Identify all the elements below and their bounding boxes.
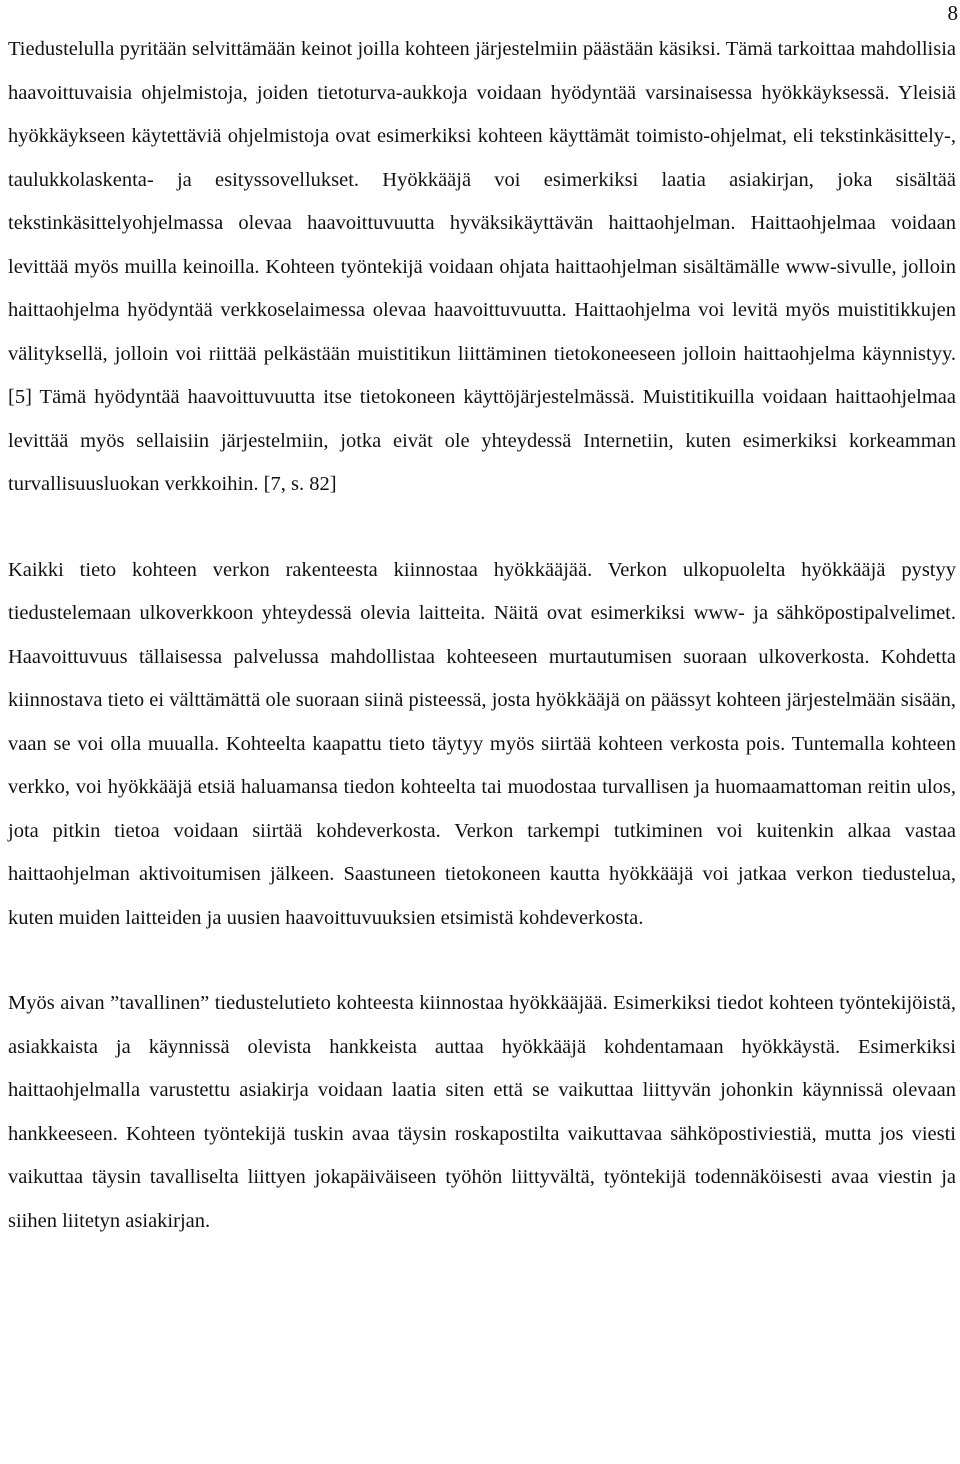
paragraph-reconnaissance-targets: Tiedustelulla pyritään selvittämään keinot joilla kohteen järjestelmiin päästään käsiksi. Tämä tarkoittaa mahdollisia haavoittuvaisia ohjelmistoja, joiden tietoturva-aukkoja voidaan hyödyntää varsinaisessa hyökkäyksessä. Yleisiä hyökkäykseen käytettäviä ohjelmistoja ovat esimerkiksi kohteen käyttämät toimisto-ohjelmat, eli tekstinkäsittely-, taulukkolaskenta- ja esityssovellukset. Hyökkääjä voi esimerkiksi laatia asiakirjan, joka sisältää tekstinkäsittelyohjelmassa olevaa haavoittuvuutta hyväksikäyttävän haittaohjelman. Haittaohjelmaa voidaan levittää myös muilla keinoilla. Kohteen työntekijä voidaan ohjata haittaohjelman sisältämälle www-sivulle, jolloin haittaohjelma hyödyntää verkkoselaimessa olevaa haavoittuvuutta. Haittaohjelma voi levitä myös muistitikkujen välityksellä, jolloin voi riittää pelkästään muistitikun liittäminen tietokoneeseen jolloin haittaohjelma käynnistyy. [5] Tämä hyödyntää haavoittuvuutta itse tietokoneen käyttöjärjestelmässä. Muistitikuilla voidaan haittaohjelmaa levittää myös sellaisiin järjestelmiin, jotka eivät ole yhteydessä Internetiin, kuten esimerkiksi korkeamman turvallisuusluokan verkkoihin. [7, s. 82]	[8, 38, 956, 495]
page-number: 8	[947, 1, 958, 25]
document-body	[8, 28, 956, 1243]
paragraph-network-structure: Kaikki tieto kohteen verkon rakenteesta kiinnostaa hyökkääjää. Verkon ulkopuolelta hyökkääjä pystyy tiedustelemaan ulkoverkkoon yhteydessä olevia laitteita. Näitä ovat esimerkiksi www- ja sähköpostipalvelimet. Haavoittuvuus tällaisessa palvelussa mahdollistaa kohteeseen murtautumisen suoraan ulkoverkosta. Kohdetta kiinnostava tieto ei välttämättä ole suoraan siinä pisteessä, josta hyökkääjä on päässyt kohteen järjestelmään sisään, vaan se voi olla muualla. Kohteelta kaapattu tieto täytyy myös siirtää kohteen verkosta pois. Tuntemalla kohteen verkko, voi hyökkääjä etsiä haluamansa tiedon kohteelta tai muodostaa turvallisen ja huomaamattoman reitin ulos, jota pitkin tietoa voidaan siirtää kohdeverkosta. Verkon tarkempi tutkiminen voi kuitenkin alkaa vastaa haittaohjelman aktivoitumisen jälkeen. Saastuneen tietokoneen kautta hyökkääjä voi jatkaa verkon tiedustelua, kuten muiden laitteiden ja uusien haavoittuvuuksien etsimistä kohdeverkosta.	[8, 558, 956, 929]
paragraph-ordinary-intelligence: Myös aivan ”tavallinen” tiedustelutieto kohteesta kiinnostaa hyökkääjää. Esimerkiksi tiedot kohteen työntekijöistä, asiakkaista ja käynnissä olevista hankkeista auttaa hyökkääjä kohdentamaan hyökkäystä. Esimerkiksi haittaohjelmalla varustettu asiakirja voidaan laatia siten että se vaikuttaa liittyvän johonkin käynnissä olevaan hankkeeseen. Kohteen työntekijä tuskin avaa täysin roskapostilta vaikuttavaa sähköpostiviestiä, mutta jos viesti vaikuttaa täysin tavalliselta liittyen jokapäiväiseen työhön liittyvältä, työntekijä todennäköisesti avaa viestin ja siihen liitetyn asiakirjan.	[8, 992, 956, 1232]
